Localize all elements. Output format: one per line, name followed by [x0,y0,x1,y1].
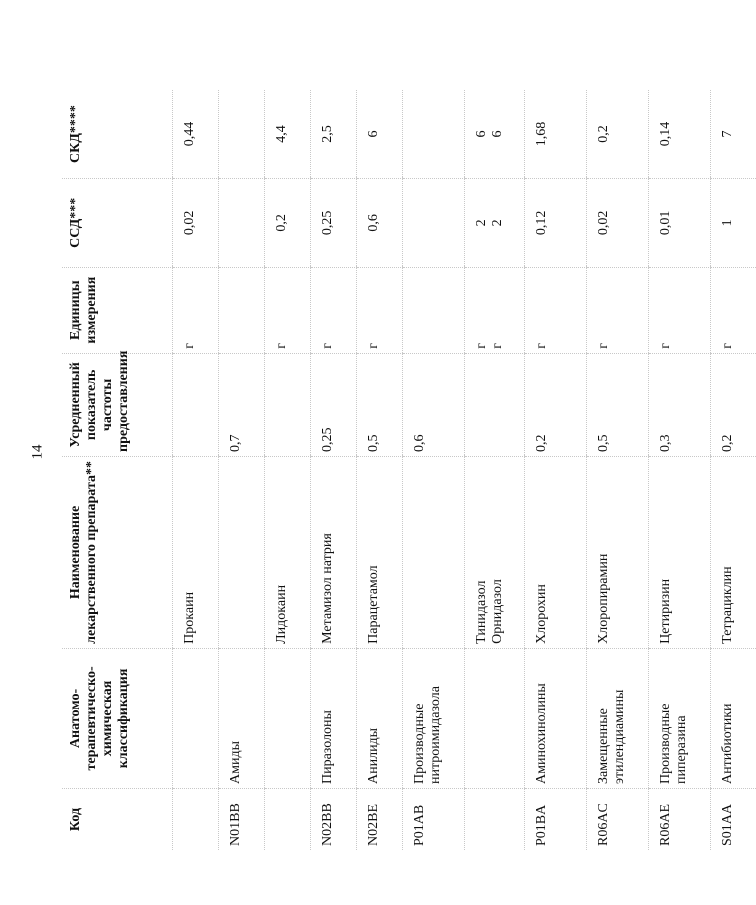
header-skd: СКД**** [62,90,173,179]
cell-skd: 6 [357,90,403,179]
drug-table [62,90,756,850]
unit-line: г [490,342,505,349]
cell-atc [265,648,311,788]
cell-skd: 0,2 [587,90,649,179]
cell-ssd: 0,12 [525,179,587,268]
cell-avg-freq: 0,6 [403,353,465,456]
cell-skd: 0,14 [649,90,711,179]
cell-ssd [219,179,265,268]
cell-units [403,267,465,353]
skd-line: 6 [490,130,505,138]
cell-drug: Тетрациклин [711,456,756,648]
cell-units [465,267,525,353]
cell-atc: Пиразолоны [311,648,357,788]
cell-units: г [649,267,711,353]
table-row [465,90,525,850]
cell-avg-freq: 0,2 [525,353,587,456]
cell-ssd: 0,02 [587,179,649,268]
table-row [311,90,357,850]
drug-line: Тинидазол [474,580,489,644]
cell-ssd: 0,01 [649,179,711,268]
cell-avg-freq: 0,3 [649,353,711,456]
cell-units: г [587,267,649,353]
cell-skd [465,90,525,179]
cell-avg-freq: 0,7 [219,353,265,456]
cell-ssd [465,179,525,268]
cell-drug: Парацетамол [357,456,403,648]
header-ssd: ССД*** [62,179,173,268]
table-row [219,90,265,850]
cell-drug: Прокаин [173,456,219,648]
table-row [403,90,465,850]
cell-code [265,789,311,850]
cell-ssd [403,179,465,268]
cell-units: г [265,267,311,353]
cell-atc: Производные нитроимидазола [403,648,465,788]
cell-code: N02BB [311,789,357,850]
cell-atc: Замещенные этилендиамины [587,648,649,788]
cell-code [465,789,525,850]
cell-atc: Аминохинолины [525,648,587,788]
cell-atc [465,648,525,788]
rotated-table-wrapper [62,90,735,850]
table-row [649,90,711,850]
cell-skd: 2,5 [311,90,357,179]
cell-code [173,789,219,850]
table-row [357,90,403,850]
cell-units: г [711,267,756,353]
cell-drug: Хлоропирамин [587,456,649,648]
cell-avg-freq [465,353,525,456]
cell-drug [403,456,465,648]
cell-ssd: 0,02 [173,179,219,268]
cell-skd [219,90,265,179]
cell-avg-freq [173,353,219,456]
cell-ssd: 0,6 [357,179,403,268]
cell-code: P01BA [525,789,587,850]
page-number: 14 [29,444,46,460]
cell-drug [465,456,525,648]
cell-atc: Антибиотики [711,648,756,788]
ssd-line: 2 [474,219,489,227]
cell-avg-freq: 0,5 [587,353,649,456]
cell-code: N01BB [219,789,265,850]
cell-code: N02BE [357,789,403,850]
table-row [711,90,756,850]
ssd-line: 2 [490,219,505,227]
cell-atc: Амиды [219,648,265,788]
cell-skd: 1,68 [525,90,587,179]
cell-atc: Анилиды [357,648,403,788]
cell-units: г [173,267,219,353]
cell-ssd: 0,2 [265,179,311,268]
cell-drug [219,456,265,648]
header-avg-freq: Усредненный показатель частоты предоставления [62,353,173,456]
skd-line: 6 [474,130,489,138]
cell-atc: Производные пиперазина [649,648,711,788]
header-code: Код [68,807,83,832]
cell-units: г [357,267,403,353]
header-atc: Анатомо-терапевтическо-химическая классификация [62,648,173,788]
cell-code: R06AC [587,789,649,850]
header-drug: Наименование лекарственного препарата** [62,456,173,648]
cell-units [219,267,265,353]
header-units: Единицы измерения [62,267,173,353]
cell-units: г [525,267,587,353]
cell-ssd: 1 [711,179,756,268]
cell-skd [403,90,465,179]
table-row [173,90,219,850]
cell-skd: 4,4 [265,90,311,179]
table-header-row [62,90,173,850]
cell-avg-freq: 0,25 [311,353,357,456]
cell-avg-freq: 0,2 [711,353,756,456]
cell-atc [173,648,219,788]
cell-avg-freq [265,353,311,456]
unit-line: г [474,342,489,349]
cell-ssd: 0,25 [311,179,357,268]
table-row [525,90,587,850]
cell-code: R06AE [649,789,711,850]
cell-code: P01AB [403,789,465,850]
table-row [587,90,649,850]
cell-skd: 0,44 [173,90,219,179]
cell-avg-freq: 0,5 [357,353,403,456]
cell-drug: Метамизол натрия [311,456,357,648]
cell-units: г [311,267,357,353]
drug-line: Орнидазол [490,579,505,644]
cell-skd: 7 [711,90,756,179]
cell-code: S01AA [711,789,756,850]
cell-drug: Хлорохин [525,456,587,648]
cell-drug: Лидокаин [265,456,311,648]
table-row [265,90,311,850]
cell-drug: Цетиризин [649,456,711,648]
